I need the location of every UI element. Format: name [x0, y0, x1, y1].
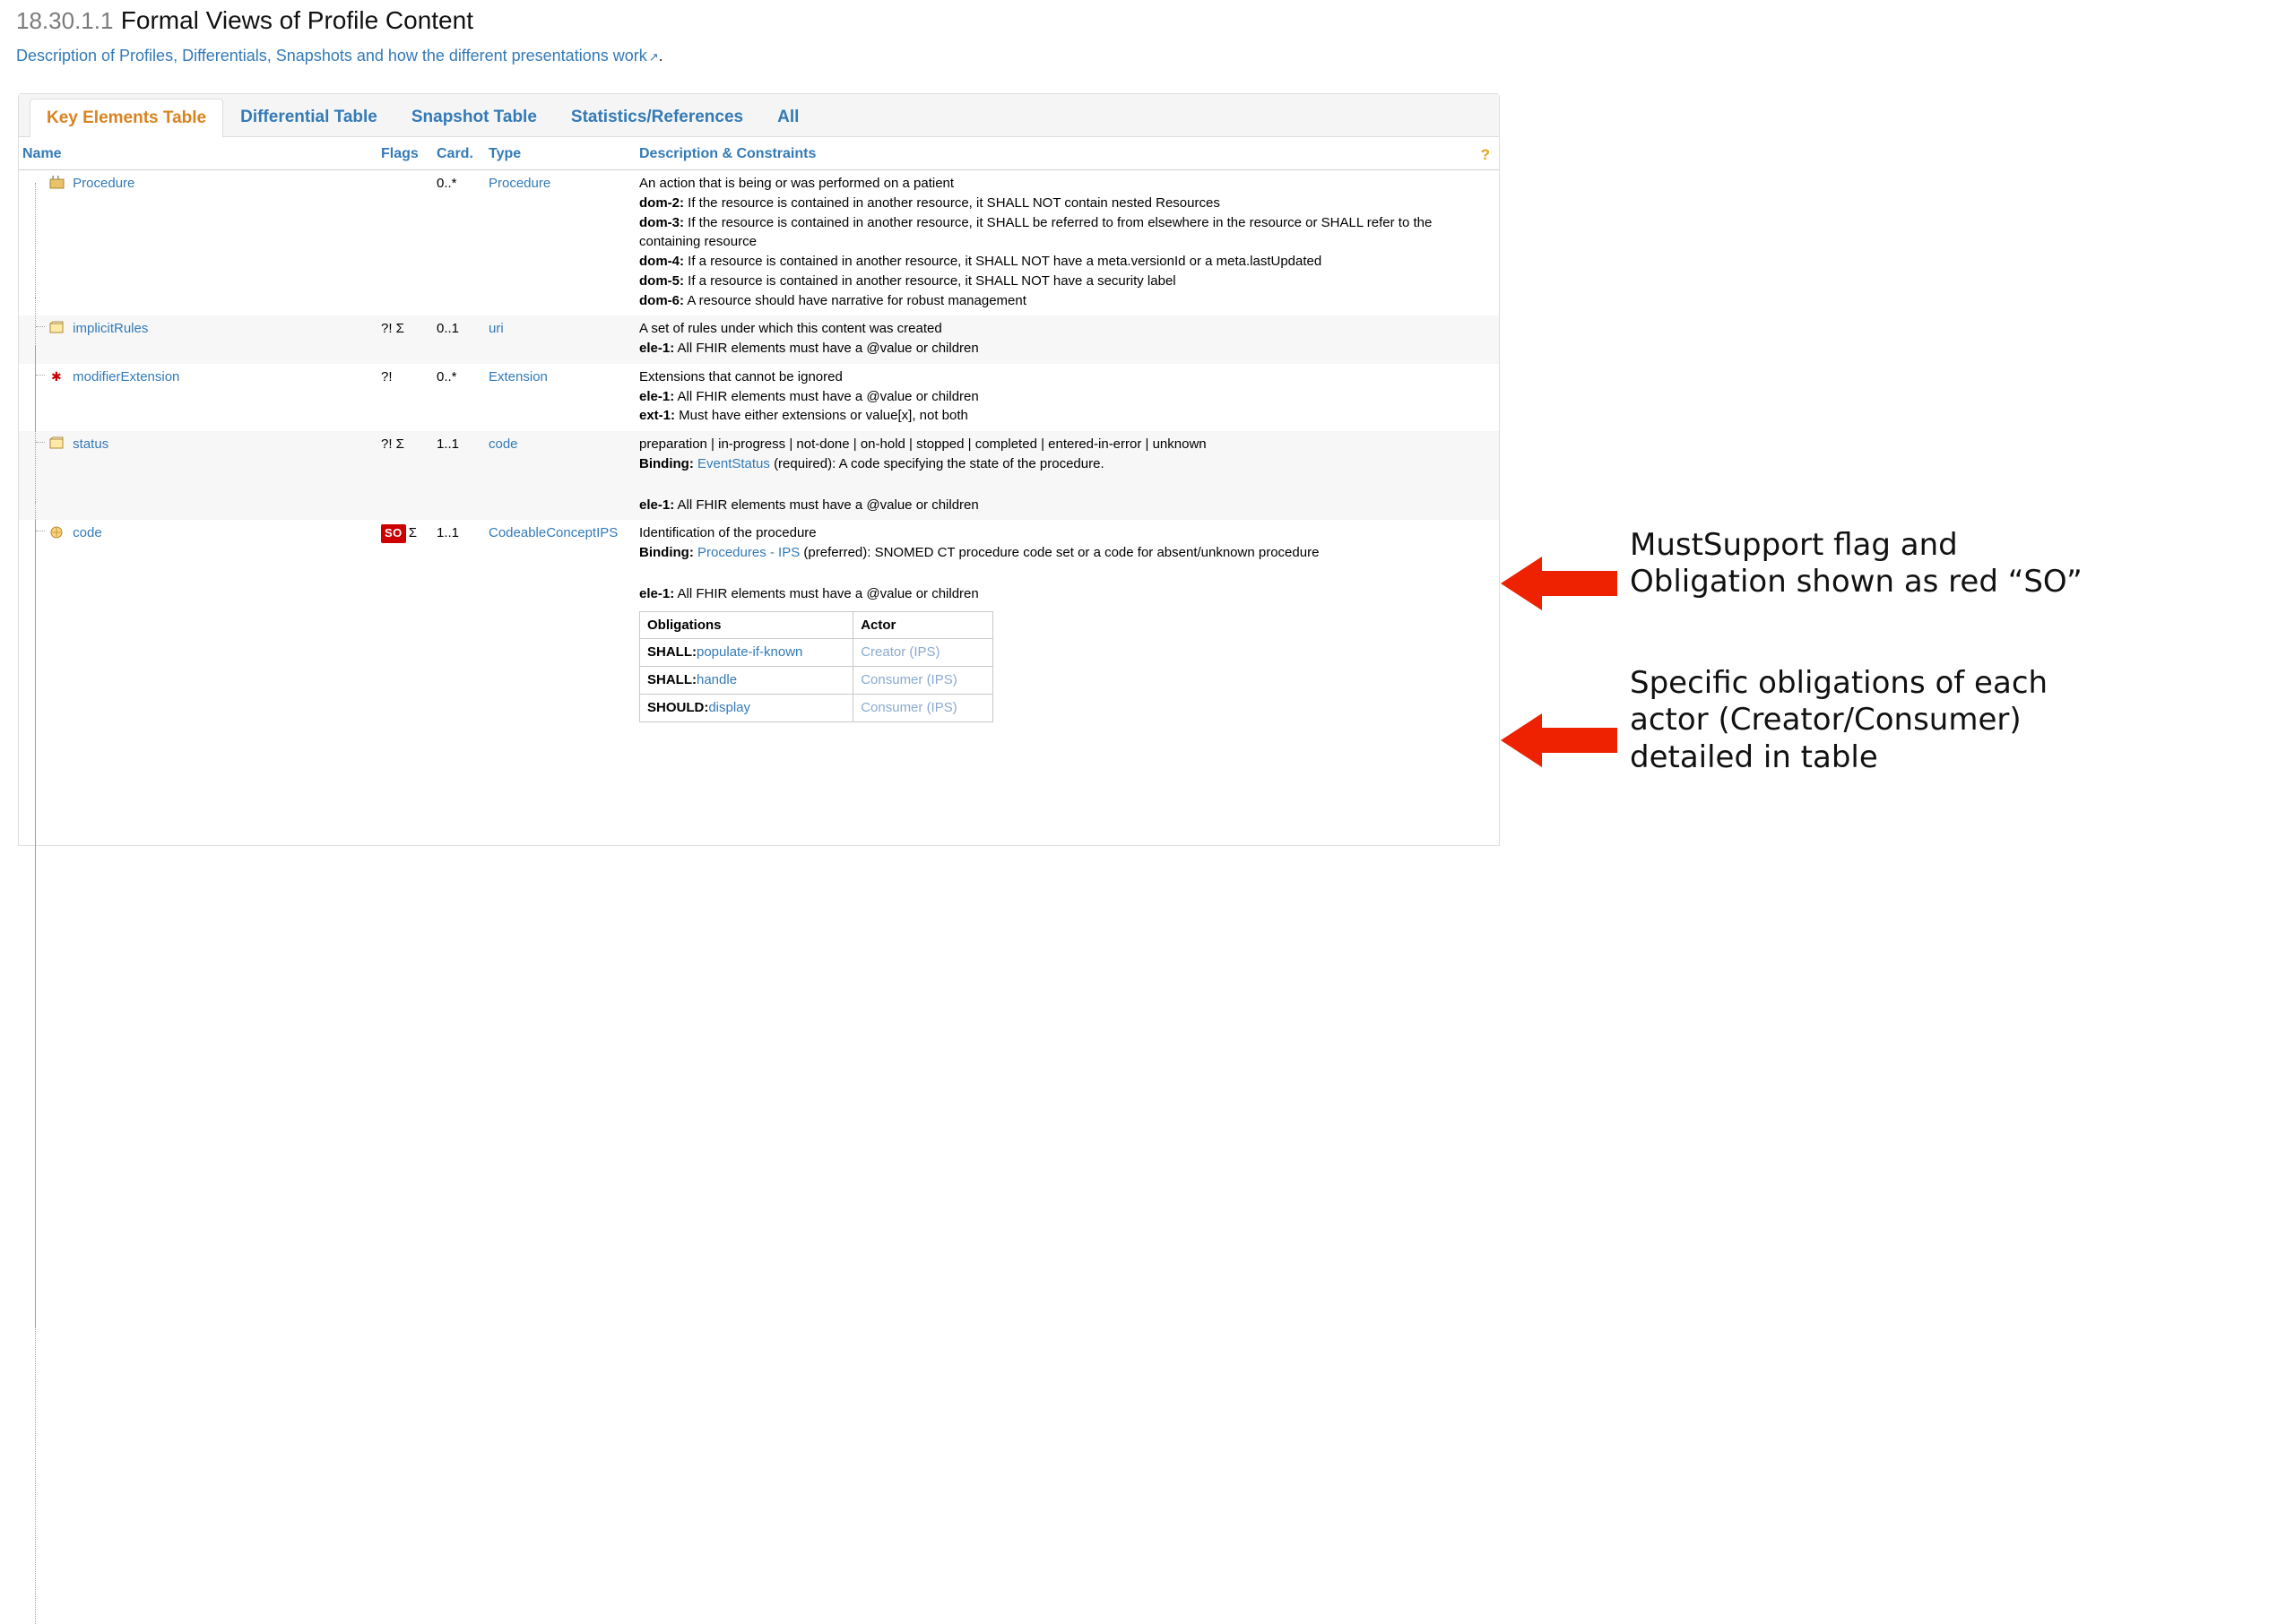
constraint-text: If a resource is contained in another resource, it SHALL NOT have a security label — [684, 272, 1176, 289]
table-row — [19, 315, 1499, 364]
row-spacer — [639, 563, 1495, 584]
row-name-procedure — [19, 170, 377, 316]
binding-label: Binding: — [639, 545, 694, 560]
constraint-dom-6 — [639, 291, 1495, 311]
constraint-ele-1 — [639, 496, 1495, 515]
row-flags — [377, 520, 433, 727]
row-flags: ?! Σ — [377, 315, 433, 364]
row-type — [485, 364, 636, 431]
constraint-text: All FHIR elements must have a @value or children — [674, 585, 979, 601]
row-description — [636, 520, 1499, 727]
constraint-key: ele-1: — [639, 585, 675, 601]
row-card: 0..* — [437, 176, 457, 191]
constraint-text: If a resource is contained in another resource, it SHALL NOT have a meta.versionId or a meta.lastUpdated — [684, 254, 1322, 269]
obligations-row — [640, 639, 993, 667]
constraint-dom-3 — [639, 213, 1495, 253]
tab-key-elements-table[interactable]: Key Elements Table — [30, 99, 223, 137]
desc-lead: Extensions that cannot be ignored — [639, 368, 843, 384]
profile-views-panel — [18, 93, 1500, 846]
row-flags: ?! — [381, 368, 393, 384]
tree-lines — [19, 364, 49, 431]
binding-line — [639, 543, 1495, 563]
obligation-cell — [640, 667, 853, 695]
col-header-flags: Flags — [377, 137, 433, 170]
table-row — [19, 170, 1499, 316]
extension-icon — [49, 369, 65, 384]
obligation-strength: SHALL: — [647, 672, 697, 687]
constraint-key: ele-1: — [639, 388, 675, 404]
row-type — [485, 170, 636, 316]
element-link-procedure[interactable]: Procedure — [73, 176, 135, 191]
col-header-card: Card. — [433, 137, 485, 170]
row-description — [636, 315, 1499, 364]
obligation-code-link[interactable]: populate-if-known — [697, 644, 803, 661]
obligations-row — [640, 667, 993, 695]
obligation-cell — [640, 639, 853, 667]
constraint-text: If the resource is contained in another resource, it SHALL NOT contain nested Resources — [684, 194, 1220, 211]
subtitle-period: . — [658, 47, 663, 65]
constraint-ext-1 — [639, 406, 1495, 426]
element-link-modifierextension[interactable]: modifierExtension — [73, 368, 180, 384]
constraint-dom-4 — [639, 252, 1495, 272]
type-link-codeableconceptips[interactable]: CodeableConceptIPS — [489, 525, 619, 541]
key-elements-table — [19, 137, 1499, 728]
binding-text: : A code specifying the state of the procedure. — [832, 455, 1104, 471]
obligation-strength: SHOULD: — [647, 699, 709, 715]
element-link-implicitrules[interactable]: implicitRules — [73, 321, 149, 337]
obligation-code-link[interactable]: display — [708, 699, 751, 715]
binding-strength: (preferred) — [803, 545, 868, 560]
desc-lead: Identification of the procedure — [639, 525, 817, 541]
constraint-key: dom-3: — [639, 214, 684, 230]
row-card: 1..1 — [437, 525, 460, 541]
type-link-code[interactable]: code — [489, 436, 518, 452]
tab-snapshot-table[interactable]: Snapshot Table — [411, 108, 537, 126]
section-number: 18.30.1.1 — [16, 7, 114, 34]
table-row — [19, 520, 1499, 727]
obligation-actor-cell — [853, 667, 993, 695]
obligations-col-header-obligations: Obligations — [640, 611, 853, 639]
obligation-actor-cell — [853, 694, 993, 721]
table-row — [19, 364, 1499, 431]
tab-statistics-references[interactable]: Statistics/References — [570, 108, 744, 126]
row-description — [636, 364, 1499, 431]
row-name-modifierextension — [19, 364, 377, 431]
binding-line — [639, 454, 1495, 474]
obligation-cell — [640, 694, 853, 721]
annot-obligations — [1630, 665, 2048, 776]
desc-lead: An action that is being or was performed on a patient — [639, 176, 955, 191]
table-header-row — [19, 137, 1499, 170]
annot-obligations-line-3: detailed in table — [1630, 739, 1878, 775]
constraint-text: All FHIR elements must have a @value or children — [674, 341, 979, 356]
actor-link-consumer-ips-2[interactable]: Consumer (IPS) — [861, 699, 957, 715]
constraint-dom-2 — [639, 194, 1495, 213]
row-card: 1..1 — [433, 431, 485, 520]
element-link-code[interactable]: code — [73, 525, 102, 541]
obligations-col-header-actor: Actor — [853, 611, 993, 639]
obligation-code-link[interactable]: handle — [697, 672, 738, 687]
annotation-arrow-mustsupport — [1501, 551, 1617, 616]
constraint-key: dom-6: — [639, 292, 684, 308]
row-spacer — [639, 474, 1495, 496]
tab-all[interactable]: All — [777, 108, 800, 126]
row-type — [485, 315, 636, 364]
datatype-icon — [49, 525, 65, 540]
row-name-code — [19, 520, 377, 727]
binding-label: Binding: — [639, 455, 694, 471]
desc-lead: preparation | in-progress | not-done | on-hold | stopped | completed | entered-in-error | unknown — [639, 436, 1207, 452]
col-header-description — [636, 137, 1499, 170]
constraint-text: All FHIR elements must have a @value or children — [674, 497, 979, 513]
table-row — [19, 431, 1499, 520]
type-link-extension[interactable]: Extension — [489, 368, 548, 384]
binding-link-eventstatus[interactable]: EventStatus — [697, 455, 770, 471]
element-icon — [49, 321, 65, 335]
type-link-procedure[interactable]: Procedure — [489, 176, 551, 191]
tab-differential-table[interactable]: Differential Table — [240, 108, 377, 126]
constraint-text: A resource should have narrative for robust management — [684, 292, 1026, 308]
annot-mustsupport-line-2: Obligation shown as red “SO” — [1630, 564, 2083, 600]
element-link-status[interactable]: status — [73, 436, 109, 452]
row-name-implicitrules — [19, 315, 377, 364]
obligation-actor-cell — [853, 639, 993, 667]
tree-lines — [19, 520, 49, 727]
type-link-uri[interactable]: uri — [489, 321, 504, 337]
constraint-text: Must have either extensions or value[x], not both — [675, 408, 968, 424]
external-link-icon: ↗ — [648, 50, 659, 64]
annot-obligations-line-2: actor (Creator/Consumer) — [1630, 702, 2022, 739]
constraint-key: dom-4: — [639, 254, 684, 269]
annot-obligations-line-1: Specific obligations of each — [1630, 665, 2048, 701]
col-header-description-label: Description & Constraints — [639, 146, 817, 161]
profiles-description-link[interactable]: Description of Profiles, Differentials, Snapshots and how the different presentations work — [16, 47, 647, 65]
desc-lead: A set of rules under which this content was created — [639, 321, 942, 337]
row-type — [485, 431, 636, 520]
constraint-key: ele-1: — [639, 341, 675, 356]
constraint-text: If the resource is contained in another resource, it SHALL be referred to from elsewhere in the resource or SHALL refer to the containing resource — [639, 214, 1433, 250]
annot-mustsupport — [1630, 527, 2083, 601]
row-card: 0..* — [437, 368, 457, 384]
tree-lines — [19, 170, 49, 315]
summary-sigma-flag: Σ — [408, 525, 418, 541]
section-title: Formal Views of Profile Content — [120, 6, 473, 34]
key-elements-table-wrap — [19, 137, 1499, 728]
help-icon[interactable]: ? — [1480, 146, 1490, 163]
annotation-arrow-obligations — [1501, 708, 1617, 773]
subtitle-description — [16, 47, 663, 65]
tab-bar — [19, 94, 1499, 137]
svg-text:✱: ✱ — [51, 369, 62, 384]
constraint-ele-1 — [639, 584, 1495, 604]
annot-mustsupport-line-1: MustSupport flag and — [1630, 527, 1958, 563]
row-flags — [377, 170, 433, 316]
col-header-type: Type — [485, 137, 636, 170]
binding-text: : SNOMED CT procedure code set or a code for absent/unknown procedure — [867, 545, 1320, 560]
row-card: 0..1 — [433, 315, 485, 364]
row-type — [485, 520, 636, 727]
resource-icon — [49, 176, 65, 190]
constraint-key: ext-1: — [639, 408, 676, 424]
mustsupport-so-badge: SO — [381, 524, 406, 543]
actor-link-creator-ips[interactable]: Creator (IPS) — [861, 644, 940, 661]
row-name-status — [19, 431, 377, 520]
constraint-key: dom-5: — [639, 272, 684, 289]
binding-strength: (required) — [774, 455, 833, 471]
row-flags: ?! Σ — [377, 431, 433, 520]
obligation-strength: SHALL: — [647, 644, 697, 661]
col-header-name: Name — [19, 137, 377, 170]
constraint-dom-5 — [639, 272, 1495, 291]
obligations-table — [639, 611, 993, 722]
row-description — [636, 170, 1499, 316]
element-icon — [49, 436, 65, 451]
tree-lines — [19, 315, 49, 364]
constraint-text: All FHIR elements must have a @value or children — [674, 388, 979, 404]
obligations-header-row — [640, 611, 993, 639]
obligations-row — [640, 694, 993, 721]
constraint-ele-1 — [639, 387, 1495, 407]
binding-link-procedures-ips[interactable]: Procedures - IPS — [697, 545, 801, 560]
constraint-key: dom-2: — [639, 194, 684, 211]
constraint-ele-1 — [639, 339, 1495, 358]
actor-link-consumer-ips[interactable]: Consumer (IPS) — [861, 672, 957, 687]
row-description — [636, 431, 1499, 520]
tree-lines — [19, 431, 49, 520]
constraint-key: ele-1: — [639, 497, 675, 513]
page-title — [16, 5, 473, 36]
